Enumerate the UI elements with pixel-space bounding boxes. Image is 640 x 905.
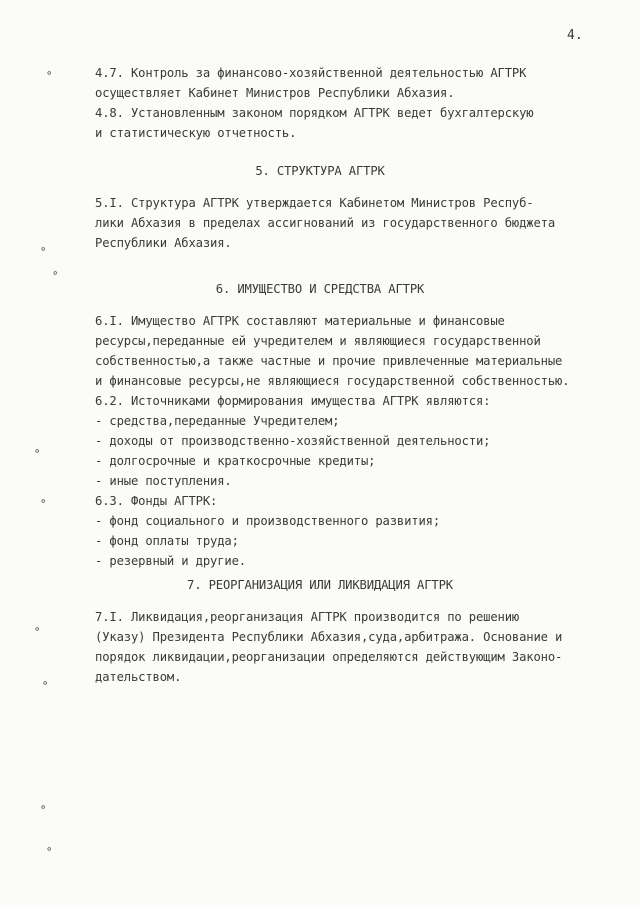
list-item: - фонд социального и производственного развития;: [95, 514, 440, 528]
text-line: ресурсы,переданные ей учредителем и являющиеся государственной: [95, 334, 541, 348]
list-item: - резервный и другие.: [95, 554, 246, 568]
margin-mark-icon: ∘: [46, 66, 53, 81]
margin-mark-icon: ∘: [34, 622, 41, 637]
list-item: - фонд оплаты труда;: [95, 534, 239, 548]
text-line: 4.8. Установленным законом порядком АГТРК ведет бухгалтерскую: [95, 106, 534, 120]
list-item: - иные поступления.: [95, 474, 232, 488]
margin-mark-icon: ∘: [46, 842, 53, 857]
text-line: и статистическую отчетность.: [95, 126, 297, 140]
text-line: 7.I. Ликвидация,реорганизация АГТРК производится по решению: [95, 610, 520, 624]
text-line: 6.3. Фонды АГТРК:: [95, 494, 218, 508]
text-line: лики Абхазия в пределах ассигнований из государственного бюджета: [95, 216, 555, 230]
text-line: 6.2. Источниками формирования имущества АГТРК являются:: [95, 394, 491, 408]
section-7-heading: 7. РЕОРГАНИЗАЦИЯ ИЛИ ЛИКВИДАЦИЯ АГТРК: [187, 578, 453, 592]
margin-mark-icon: ∘: [40, 494, 47, 509]
text-line: 5.I. Структура АГТРК утверждается Кабинетом Министров Респуб-: [95, 196, 534, 210]
list-item: - средства,переданные Учредителем;: [95, 414, 340, 428]
margin-mark-icon: ∘: [40, 800, 47, 815]
text-line: (Указу) Президента Республики Абхазия,суда,арбитража. Основание и: [95, 630, 563, 644]
text-line: порядок ликвидации,реорганизации определяются действующим Законо-: [95, 650, 563, 664]
text-line: дательством.: [95, 670, 182, 684]
section-6-heading: 6. ИМУЩЕСТВО И СРЕДСТВА АГТРК: [215, 282, 425, 296]
margin-mark-icon: ∘: [40, 242, 47, 257]
margin-mark-icon: ∘: [42, 676, 49, 691]
text-line: 4.7. Контроль за финансово-хозяйственной деятельностью АГТРК: [95, 66, 527, 80]
section-5-heading: 5. СТРУКТУРА АГТРК: [255, 164, 385, 178]
list-item: - доходы от производственно-хозяйственной деятельности;: [95, 434, 491, 448]
page-number: 4.: [567, 28, 583, 43]
margin-mark-icon: ∘: [34, 444, 41, 459]
text-line: осуществляет Кабинет Министров Республики Абхазия.: [95, 86, 455, 100]
text-line: и финансовые ресурсы,не являющиеся государственной собственностью.: [95, 374, 570, 388]
text-line: 6.I. Имущество АГТРК составляют материальные и финансовые: [95, 314, 505, 328]
margin-mark-icon: ∘: [52, 266, 59, 281]
text-line: Республики Абхазия.: [95, 236, 232, 250]
list-item: - долгосрочные и краткосрочные кредиты;: [95, 454, 376, 468]
text-line: собственностью,а также частные и прочие привлеченные материальные: [95, 354, 563, 368]
